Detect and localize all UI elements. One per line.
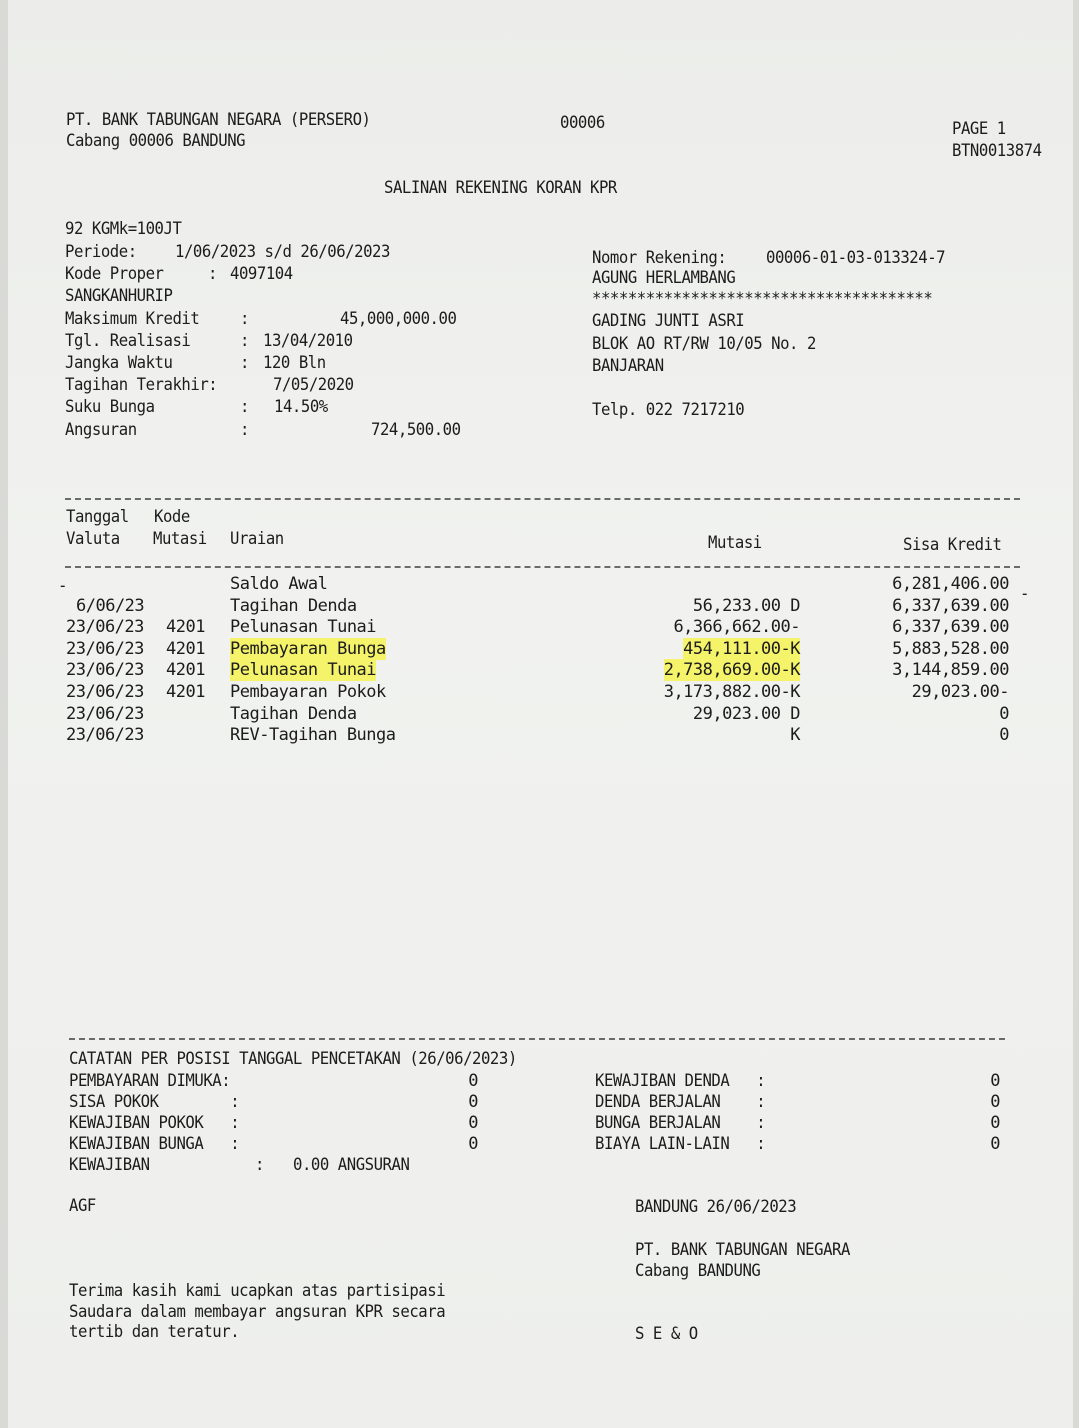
address-line2: BLOK AO RT/RW 10/05 No. 2 bbox=[592, 334, 816, 354]
catatan-label: KEWAJIBAN DENDA : bbox=[595, 1071, 766, 1091]
row-kode: 4201 bbox=[166, 617, 205, 638]
row-uraian: REV-Tagihan Bunga bbox=[230, 725, 396, 746]
tagihan-terakhir-value: 7/05/2020 bbox=[273, 375, 354, 395]
angsuran-label: Angsuran bbox=[65, 420, 137, 440]
row-mutasi-amount: 3,173,882.00-K bbox=[663, 682, 800, 702]
table-row bbox=[8, 595, 1073, 617]
address-line1: GADING JUNTI ASRI bbox=[592, 311, 745, 331]
periode-value: 1/06/2023 s/d 26/06/2023 bbox=[175, 242, 390, 262]
row-sisa-kredit: 6,337,639.00 bbox=[892, 617, 1009, 638]
header-tanggal: Tanggal bbox=[66, 507, 129, 527]
row-sisa-kredit: 6,337,639.00 bbox=[892, 595, 1009, 616]
table-row bbox=[8, 681, 1073, 703]
catatan-value: 0 bbox=[990, 1134, 1000, 1154]
row-sisa-kredit: 29,023.00- bbox=[911, 682, 1009, 702]
table-row bbox=[8, 616, 1073, 638]
page-number: PAGE 1 bbox=[952, 119, 1006, 139]
telephone: Telp. 022 7217210 bbox=[592, 400, 745, 420]
agf-code: AGF bbox=[69, 1196, 96, 1216]
table-row bbox=[8, 659, 1073, 681]
tagihan-terakhir-label: Tagihan Terakhir: bbox=[65, 375, 218, 395]
kode-proper-value: 4097104 bbox=[230, 264, 293, 284]
row-date: 23/06/23 bbox=[66, 682, 144, 702]
table-row bbox=[8, 638, 1073, 660]
catatan-value: 0 bbox=[468, 1071, 478, 1091]
place-date: BANDUNG 26/06/2023 bbox=[635, 1197, 797, 1217]
table-row bbox=[8, 573, 1073, 595]
row-kode: 4201 bbox=[166, 638, 205, 659]
row-uraian: Pelunasan Tunai bbox=[230, 617, 377, 638]
maksimum-kredit-label: Maksimum Kredit bbox=[65, 309, 200, 329]
nomor-rekening-label: Nomor Rekening: bbox=[592, 248, 727, 268]
thanks-line2: Saudara dalam membayar angsuran KPR secara bbox=[69, 1302, 446, 1322]
header-valuta: Valuta bbox=[66, 529, 120, 549]
row-kode: 4201 bbox=[166, 660, 205, 681]
catatan-label: KEWAJIBAN BUNGA : bbox=[69, 1134, 240, 1154]
header-uraian: Uraian bbox=[230, 529, 284, 549]
catatan-value: 0 bbox=[990, 1092, 1000, 1112]
catatan-label: DENDA BERJALAN : bbox=[595, 1092, 766, 1112]
periode-label: Periode: bbox=[65, 242, 137, 262]
branch-code: 00006 bbox=[560, 113, 605, 133]
row-mutasi-amount: K bbox=[790, 725, 800, 746]
table-row bbox=[8, 724, 1073, 746]
page-title: SALINAN REKENING KORAN KPR bbox=[384, 178, 617, 198]
catatan-value: 0 bbox=[990, 1071, 1000, 1091]
header-sisa-kredit: Sisa Kredit bbox=[903, 535, 1002, 555]
jangka-waktu-value: 120 Bln bbox=[263, 353, 326, 373]
row-sisa-kredit: 6,281,406.00 bbox=[892, 574, 1009, 594]
row-date: 6/06/23 bbox=[76, 595, 145, 616]
divider bbox=[65, 498, 1020, 500]
row-sisa-kredit: 5,883,528.00 bbox=[892, 638, 1009, 659]
stars-divider: ************************************** bbox=[592, 289, 933, 309]
suku-bunga-label: Suku Bunga bbox=[65, 397, 155, 417]
row-sisa-kredit: 3,144,859.00 bbox=[892, 660, 1009, 681]
header-kode: Kode bbox=[154, 507, 190, 527]
row-date: 23/06/23 bbox=[66, 617, 144, 638]
row-mutasi-amount: 29,023.00 D bbox=[692, 703, 800, 724]
row-uraian: Pembayaran Pokok bbox=[230, 682, 386, 702]
catatan-value: 0 bbox=[468, 1092, 478, 1112]
bank-signature-line2: Cabang BANDUNG bbox=[635, 1261, 761, 1281]
account-holder-name: AGUNG HERLAMBANG bbox=[592, 268, 736, 288]
row-date: 23/06/23 bbox=[66, 703, 144, 724]
catatan-label: SISA POKOK : bbox=[69, 1092, 240, 1112]
kewajiban-label: KEWAJIBAN bbox=[69, 1155, 150, 1175]
catatan-value: 0 bbox=[990, 1113, 1000, 1133]
row-mutasi-amount: 2,738,669.00-K bbox=[663, 660, 800, 681]
catatan-label: KEWAJIBAN POKOK : bbox=[69, 1113, 240, 1133]
divider bbox=[69, 1038, 1005, 1040]
header-mutasi-amount: Mutasi bbox=[708, 533, 762, 553]
thanks-line1: Terima kasih kami ucapkan atas partisipasi bbox=[69, 1281, 446, 1301]
kewajiban-value: 0.00 ANGSURAN bbox=[293, 1155, 410, 1175]
bank-branch: Cabang 00006 BANDUNG bbox=[66, 131, 246, 151]
nomor-rekening-value: 00006-01-03-013324-7 bbox=[766, 248, 946, 268]
catatan-value: 0 bbox=[468, 1113, 478, 1133]
suku-bunga-value: 14.50% bbox=[274, 397, 328, 417]
catatan-label: BIAYA LAIN-LAIN : bbox=[595, 1134, 766, 1154]
row-uraian: Saldo Awal bbox=[230, 574, 328, 594]
seo-mark: S E & O bbox=[635, 1324, 698, 1344]
thanks-line3: tertib dan teratur. bbox=[69, 1322, 240, 1342]
row-uraian: Tagihan Denda bbox=[230, 703, 357, 724]
header-mutasi: Mutasi bbox=[153, 529, 207, 549]
row-kode: 4201 bbox=[166, 682, 205, 702]
row-uraian: Tagihan Denda bbox=[230, 595, 357, 616]
bank-name: PT. BANK TABUNGAN NEGARA (PERSERO) bbox=[66, 110, 371, 130]
kode-proper-label: Kode Proper bbox=[65, 264, 164, 284]
angsuran-value: 724,500.00 bbox=[371, 420, 461, 440]
catatan-label: PEMBAYARAN DIMUKA: bbox=[69, 1071, 231, 1091]
row-mutasi-amount: 6,366,662.00- bbox=[673, 617, 800, 638]
row-date: 23/06/23 bbox=[66, 638, 144, 659]
catatan-title: CATATAN PER POSISI TANGGAL PENCETAKAN (26/06/2023) bbox=[69, 1049, 517, 1069]
row-mutasi-amount: 454,111.00-K bbox=[683, 638, 800, 659]
tgl-realisasi-value: 13/04/2010 bbox=[263, 331, 353, 351]
catatan-value: 0 bbox=[468, 1134, 478, 1154]
row-date: 23/06/23 bbox=[66, 725, 144, 746]
bank-statement-page: PT. BANK TABUNGAN NEGARA (PERSERO) Cabang 00006 BANDUNG 00006 PAGE 1 BTN0013874 SALINAN REKENING KORAN KPR 92 KGMk=100JT Periode: 1/06/2023 s/d 26/06/2023 Kode Proper : 4097104 SANGKANHURIP Maksimum Kredit : 45,000,000.00 Tgl. Realisasi : 13/04/2010 Jangka Waktu : 120 Bln Tagihan Terakhir: 7/05/2020 Suku Bunga : 14.50% Angsuran : 724,500.00 Nomor Rekening: 00006-01-03-013324-7 AGUNG HERLAMBANG ************************************** GADING JUNTI ASRI BLOK AO RT/RW 10/05 No. 2 BANJARAN Telp. 022 7217210 Tanggal Kode Valuta Mutasi Uraian Mutasi Sisa Kredit - - Saldo Awal 6,281,406.00 6/06/23 Tagihan Denda 56,233.00 D 6,337,639.00 23/06/23 4201 Pelunasan Tunai 6,366,662.00- 6,337,639.00 23/06/23 4201 Pembayaran Bunga 454,111.00-K 5,883,528.00 23/06/23 4201 Pelunasan Tunai 2,738,669.00-K 3,144,859.00 23/06/23 4201 Pembayaran Pokok 3,173,882.00-K 29,023.00- 23/06/23 Tagihan Denda 29,023.00 D 0 23/06/23 REV-Tagihan Bunga K 0 CATATAN PER POSISI TANGGAL PENCETAKAN (26/06/2023) PEMBAYARAN DIMUKA: 0 SISA POKOK : 0 KEWAJIBAN POKOK : 0 KEWAJIBAN BUNGA : 0 KEWAJIBAN DENDA : 0 DENDA BERJALAN : 0 BUNGA BERJALAN : 0 BIAYA LAIN-LAIN : 0 KEWAJIBAN : 0.00 ANGSURAN AGF BANDUNG 26/06/2023 PT. BANK TABUNGAN NEGARA Cabang BANDUNG Terima kasih kami ucapkan atas partisipasi Saudara dalam membayar angsuran KPR secara tertib dan teratur. S E & O bbox=[8, 0, 1073, 1428]
tgl-realisasi-label: Tgl. Realisasi bbox=[65, 331, 191, 351]
row-mutasi-amount: 56,233.00 D bbox=[692, 595, 800, 616]
maksimum-kredit-value: 45,000,000.00 bbox=[340, 309, 457, 329]
catatan-label: BUNGA BERJALAN : bbox=[595, 1113, 766, 1133]
row-uraian: Pelunasan Tunai bbox=[230, 660, 377, 681]
row-sisa-kredit: 0 bbox=[999, 725, 1009, 746]
info-line1: 92 KGMk=100JT bbox=[65, 219, 182, 239]
table-row bbox=[8, 703, 1073, 725]
row-sisa-kredit: 0 bbox=[999, 703, 1009, 724]
row-date: 23/06/23 bbox=[66, 660, 144, 681]
address-line3: BANJARAN bbox=[592, 356, 664, 376]
proper-name: SANGKANHURIP bbox=[65, 286, 173, 306]
document-id: BTN0013874 bbox=[952, 141, 1042, 161]
divider bbox=[65, 566, 1020, 568]
row-uraian: Pembayaran Bunga bbox=[230, 638, 386, 659]
jangka-waktu-label: Jangka Waktu bbox=[65, 353, 173, 373]
bank-signature-line1: PT. BANK TABUNGAN NEGARA bbox=[635, 1240, 850, 1260]
